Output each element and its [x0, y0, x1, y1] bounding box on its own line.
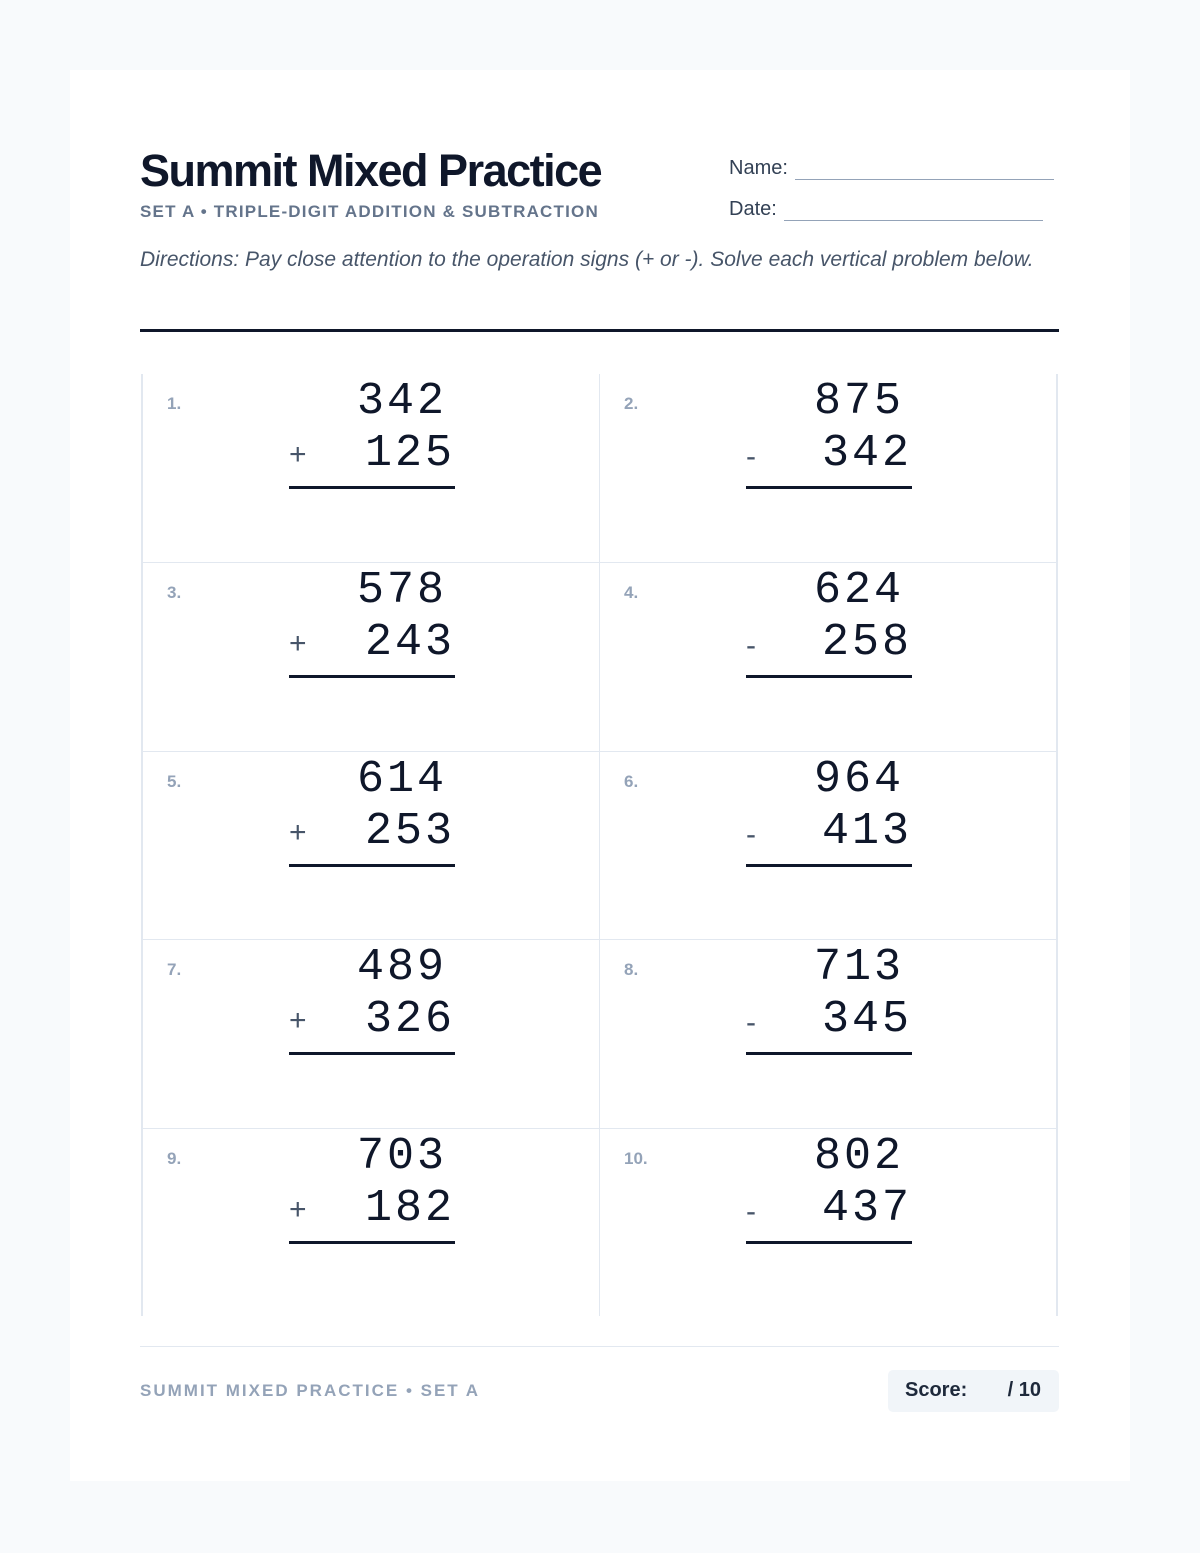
top-operand: 964	[813, 753, 904, 805]
bottom-operand: 243	[364, 617, 455, 669]
score-label: Score:	[905, 1379, 968, 1401]
minus-sign: -	[746, 1194, 756, 1228]
bottom-operand: 342	[821, 428, 912, 479]
problem-number: 4.	[624, 583, 639, 603]
minus-sign: -	[746, 440, 756, 473]
name-blank-line[interactable]	[795, 155, 1054, 180]
top-operand: 614	[356, 753, 447, 805]
problem-cell	[600, 751, 1058, 939]
score-box	[888, 1370, 1059, 1412]
footer-divider	[140, 1346, 1059, 1347]
problem-number: 3.	[167, 583, 182, 603]
answer-line	[746, 486, 912, 489]
problem-number: 7.	[167, 960, 182, 980]
problem-cell	[600, 374, 1058, 562]
top-operand: 342	[356, 376, 447, 427]
minus-sign: -	[746, 629, 756, 663]
top-operand: 703	[356, 1130, 447, 1182]
minus-sign: -	[746, 1006, 756, 1040]
date-label: Date:	[729, 198, 777, 220]
plus-sign: +	[289, 1004, 307, 1038]
plus-sign: +	[289, 438, 307, 471]
answer-line	[746, 675, 912, 678]
plus-sign: +	[289, 815, 307, 849]
answer-line	[746, 864, 912, 867]
answer-line	[289, 1241, 455, 1244]
problem-cell	[143, 751, 600, 939]
plus-sign: +	[289, 627, 307, 661]
answer-line	[289, 864, 455, 867]
minus-sign: -	[746, 817, 756, 851]
top-operand: 624	[813, 565, 904, 617]
problem-number: 5.	[167, 771, 182, 791]
name-field[interactable]	[729, 155, 1054, 180]
problem-cell	[143, 1128, 600, 1316]
problem-number: 10.	[624, 1148, 648, 1168]
bottom-operand: 182	[364, 1182, 455, 1234]
problem-cell	[600, 1128, 1058, 1316]
bottom-operand: 345	[821, 994, 912, 1046]
problem-number: 2.	[624, 394, 639, 413]
answer-line	[289, 486, 455, 489]
bottom-operand: 253	[364, 805, 455, 857]
top-operand: 489	[356, 942, 447, 994]
bottom-operand: 258	[821, 617, 912, 669]
plus-sign: +	[289, 1192, 307, 1226]
top-operand: 802	[813, 1130, 904, 1182]
answer-line	[746, 1241, 912, 1244]
date-field[interactable]	[729, 196, 1043, 221]
top-operand: 578	[356, 565, 447, 617]
page-subtitle: SET A • TRIPLE-DIGIT ADDITION & SUBTRACTION	[140, 202, 599, 221]
answer-line	[746, 1052, 912, 1055]
score-total: / 10	[1007, 1379, 1041, 1401]
footer-label: SUMMIT MIXED PRACTICE • SET A	[140, 1381, 481, 1400]
bottom-operand: 326	[364, 994, 455, 1046]
name-label: Name:	[729, 157, 788, 179]
bottom-operand: 125	[364, 428, 455, 479]
problem-cell	[143, 939, 600, 1127]
answer-line	[289, 675, 455, 678]
problems-grid	[141, 374, 1058, 1316]
problem-number: 9.	[167, 1148, 182, 1168]
problem-cell	[600, 939, 1058, 1127]
worksheet-header	[140, 140, 1059, 260]
answer-line	[289, 1052, 455, 1055]
header-divider	[140, 329, 1059, 332]
date-blank-line[interactable]	[784, 196, 1043, 221]
bottom-operand: 413	[821, 805, 912, 857]
problem-number: 1.	[167, 394, 182, 413]
top-operand: 875	[813, 376, 904, 427]
bottom-operand: 437	[821, 1182, 912, 1234]
page-title: Summit Mixed Practice	[140, 145, 602, 196]
problem-cell	[143, 562, 600, 750]
problem-cell	[143, 374, 600, 562]
problem-cell	[600, 562, 1058, 750]
problem-number: 8.	[624, 960, 639, 980]
directions-text: Directions: Pay close attention to the operation signs (+ or -). Solve each vertical problem below.	[140, 248, 1034, 271]
problem-number: 6.	[624, 771, 639, 791]
top-operand: 713	[813, 942, 904, 994]
